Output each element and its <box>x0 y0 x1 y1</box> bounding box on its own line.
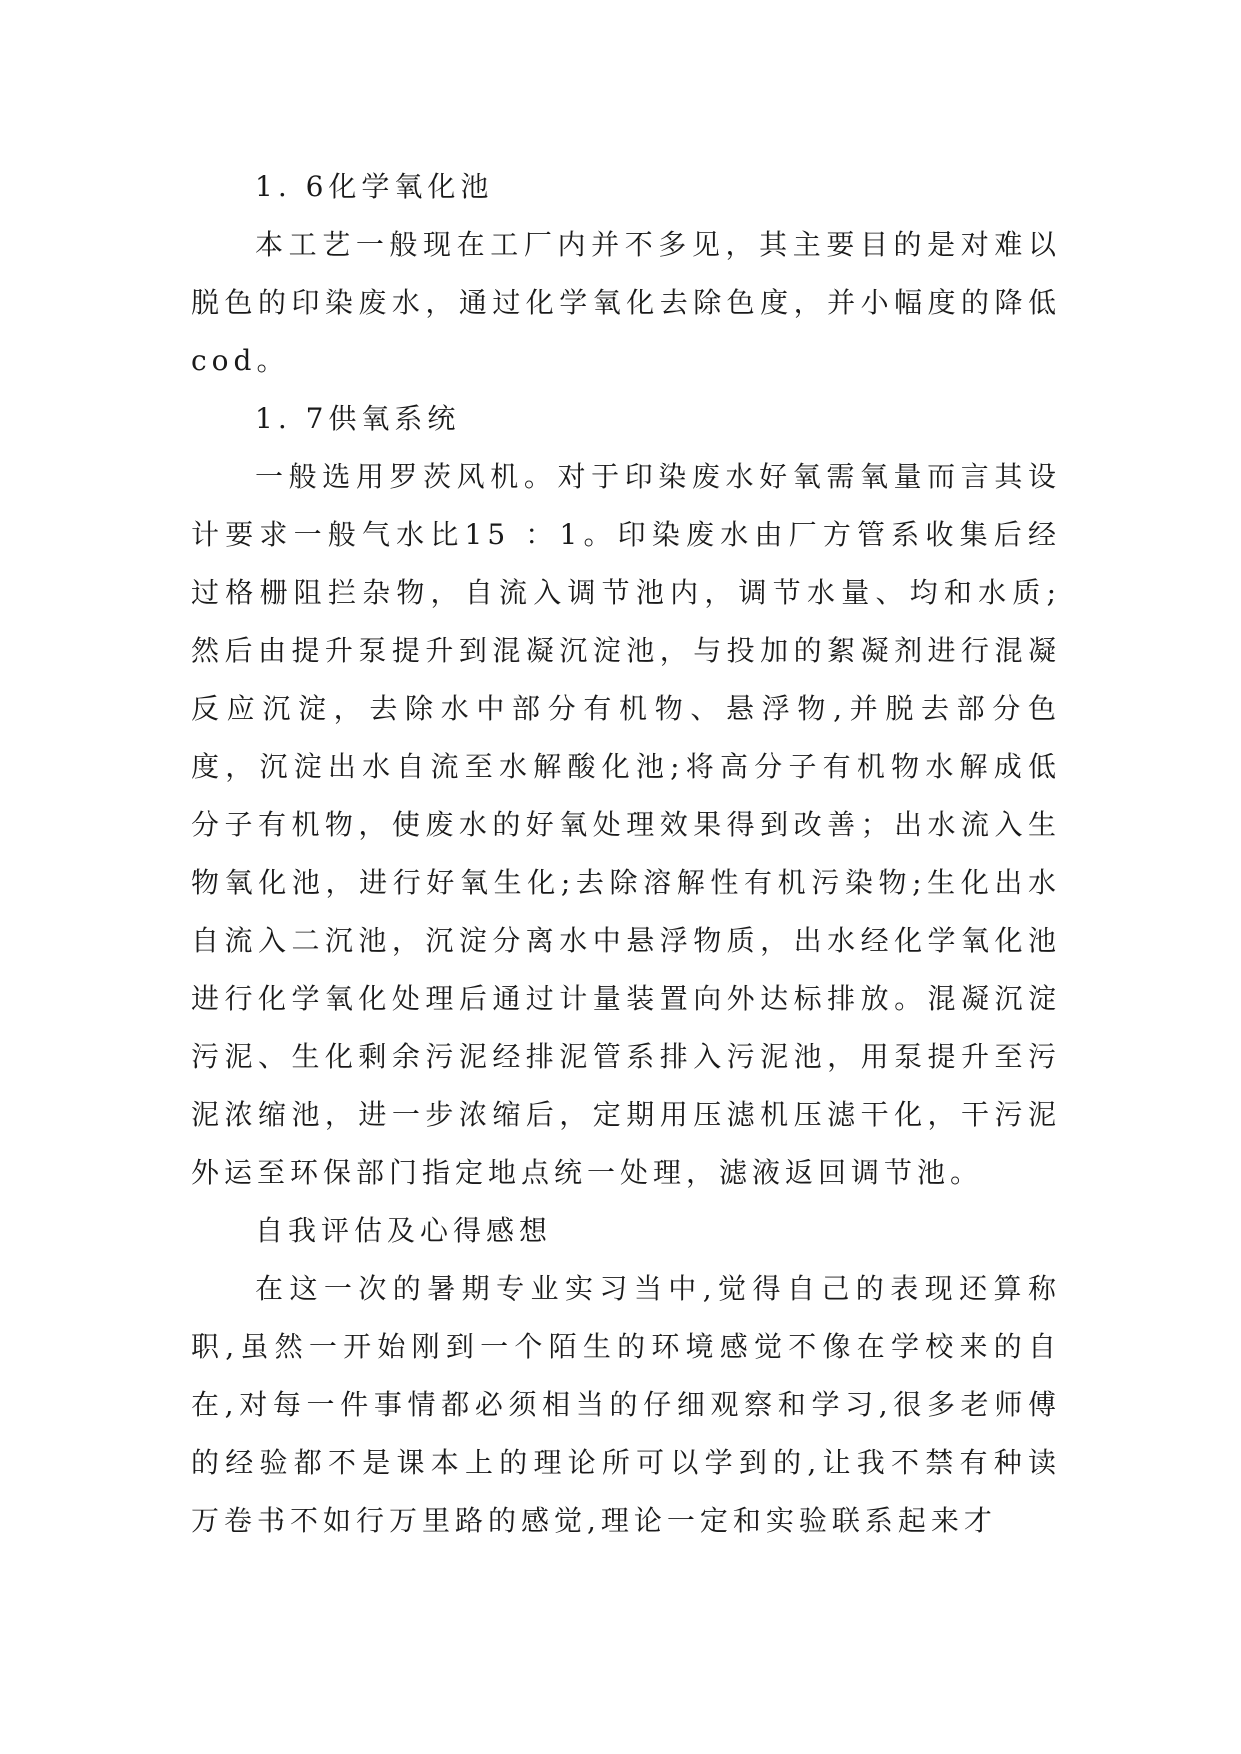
paragraph-chemical-oxidation: 本工艺一般现在工厂内并不多见，其主要目的是对难以脱色的印染废水，通过化学氧化去除色度，并小幅度的降低cod。 <box>191 228 1061 377</box>
paragraph-self-assessment: 在这一次的暑期专业实习当中,觉得自己的表现还算称职,虽然一开始刚到一个陌生的环境感觉不像在学校来的自在,对每一件事情都必须相当的仔细观察和学习,很多老师傅的经验都不是课本上的理论所可以学到的,让我不禁有种读万卷书不如行万里路的感觉,理论一定和实验联系起来才 <box>191 1272 1061 1537</box>
section-heading-self-assessment: 自我评估及心得感想 <box>255 1214 553 1247</box>
paragraph-oxygen-supply: 一般选用罗茨风机。对于印染废水好氧需氧量而言其设计要求一般气水比15 ：1。印染废水由厂方管系收集后经过格栅阻拦杂物，自流入调节池内，调节水量、均和水质;然后由提升泵提升到混凝沉淀池，与投加的絮凝剂进行混凝反应沉淀，去除水中部分有机物、悬浮物,并脱去部分色度，沉淀出水自流至水解酸化池;将高分子有机物水解成低分子有机物，使废水的好氧处理效果得到改善；出水流入生物氧化池，进行好氧生化;去除溶解性有机污染物;生化出水自流入二沉池，沉淀分离水中悬浮物质，出水经化学氧化池进行化学氧化处理后通过计量装置向外达标排放。混凝沉淀污泥、生化剩余污泥经排泥管系排入污泥池，用泵提升至污泥浓缩池，进一步浓缩后，定期用压滤机压滤干化，干污泥外运至环保部门指定地点统一处理，滤液返回调节池。 <box>191 460 1061 1189</box>
section-heading-chemical-oxidation: 1. 6化学氧化池 <box>255 170 494 203</box>
section-heading-oxygen-supply: 1. 7供氧系统 <box>255 402 461 435</box>
document-body <box>191 158 1061 1550</box>
